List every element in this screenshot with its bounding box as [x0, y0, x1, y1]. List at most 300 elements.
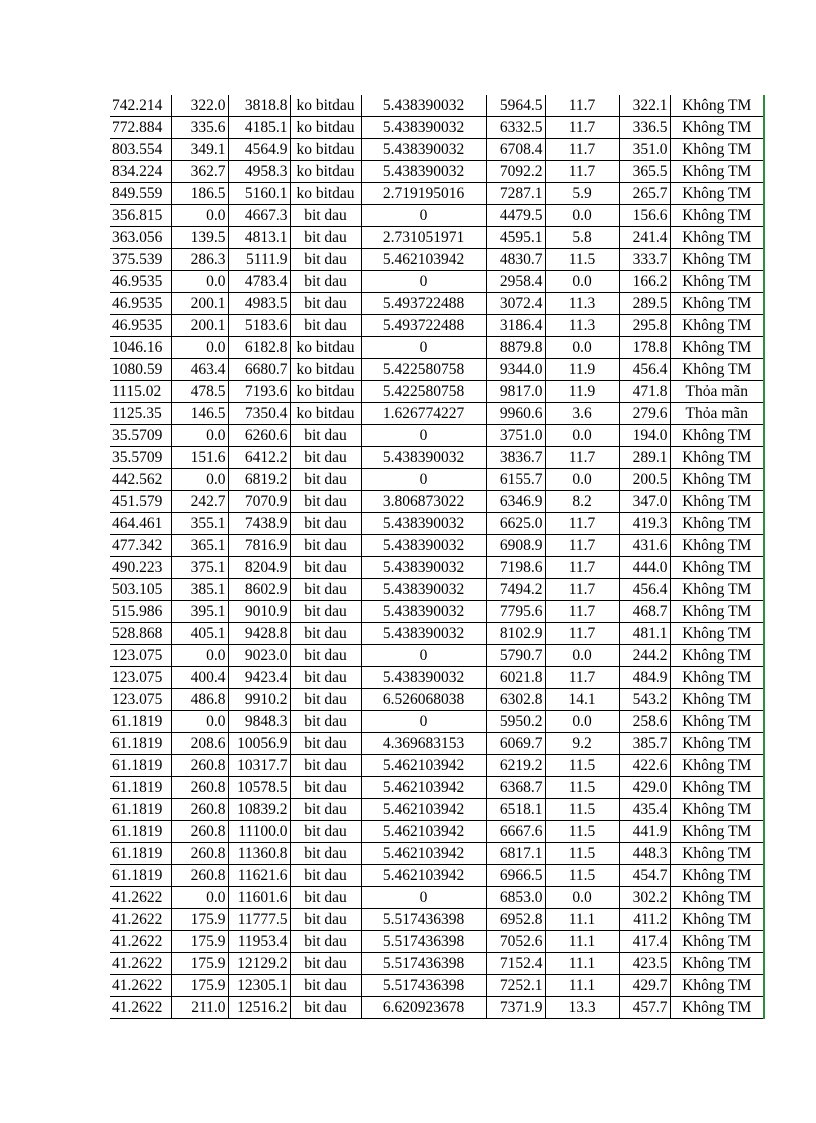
cell-result: 241.4	[619, 227, 670, 249]
cell-cumulative: 9848.3	[228, 711, 290, 733]
cell-load: 0.0	[171, 205, 228, 227]
cell-percent: 9.2	[545, 733, 619, 755]
cell-load: 186.5	[171, 183, 228, 205]
cell-percent: 8.2	[545, 491, 619, 513]
cell-cumulative: 12305.1	[228, 975, 290, 997]
cell-percent: 11.7	[545, 535, 619, 557]
cell-load: 486.8	[171, 689, 228, 711]
cell-result: 419.3	[619, 513, 670, 535]
cell-state: bit dau	[290, 909, 361, 931]
cell-status: Không TM	[670, 535, 764, 557]
cell-total: 5950.2	[486, 711, 545, 733]
cell-result: 200.5	[619, 469, 670, 491]
cell-result: 244.2	[619, 645, 670, 667]
cell-load: 385.1	[171, 579, 228, 601]
cell-load: 260.8	[171, 755, 228, 777]
cell-load: 322.0	[171, 95, 228, 117]
cell-state: bit dau	[290, 689, 361, 711]
cell-load: 349.1	[171, 139, 228, 161]
cell-status: Không TM	[670, 469, 764, 491]
cell-total: 7092.2	[486, 161, 545, 183]
cell-percent: 11.5	[545, 755, 619, 777]
cell-cumulative: 4564.9	[228, 139, 290, 161]
cell-dist: 442.562	[110, 469, 171, 491]
cell-state: bit dau	[290, 315, 361, 337]
cell-percent: 11.7	[545, 623, 619, 645]
cell-load: 200.1	[171, 293, 228, 315]
cell-ratio: 5.462103942	[361, 843, 486, 865]
cell-total: 2958.4	[486, 271, 545, 293]
cell-cumulative: 5160.1	[228, 183, 290, 205]
table-row	[110, 161, 764, 183]
cell-load: 151.6	[171, 447, 228, 469]
cell-ratio: 5.422580758	[361, 381, 486, 403]
cell-status: Không TM	[670, 359, 764, 381]
cell-total: 9960.6	[486, 403, 545, 425]
cell-dist: 375.539	[110, 249, 171, 271]
cell-state: bit dau	[290, 579, 361, 601]
cell-dist: 46.9535	[110, 271, 171, 293]
cell-result: 365.5	[619, 161, 670, 183]
cell-dist: 123.075	[110, 667, 171, 689]
cell-dist: 528.868	[110, 623, 171, 645]
cell-load: 0.0	[171, 711, 228, 733]
cell-load: 175.9	[171, 909, 228, 931]
cell-result: 289.5	[619, 293, 670, 315]
cell-cumulative: 8204.9	[228, 557, 290, 579]
cell-percent: 11.1	[545, 953, 619, 975]
cell-dist: 451.579	[110, 491, 171, 513]
table-row	[110, 865, 764, 887]
cell-state: bit dau	[290, 293, 361, 315]
cell-ratio: 5.438390032	[361, 117, 486, 139]
cell-state: bit dau	[290, 645, 361, 667]
cell-state: ko bitdau	[290, 183, 361, 205]
cell-status: Không TM	[670, 249, 764, 271]
cell-load: 0.0	[171, 645, 228, 667]
cell-cumulative: 11100.0	[228, 821, 290, 843]
cell-total: 7795.6	[486, 601, 545, 623]
cell-ratio: 0	[361, 271, 486, 293]
cell-cumulative: 7350.4	[228, 403, 290, 425]
cell-percent: 5.9	[545, 183, 619, 205]
cell-cumulative: 9023.0	[228, 645, 290, 667]
cell-cumulative: 6680.7	[228, 359, 290, 381]
cell-ratio: 5.438390032	[361, 623, 486, 645]
cell-cumulative: 10317.7	[228, 755, 290, 777]
cell-total: 6219.2	[486, 755, 545, 777]
cell-status: Không TM	[670, 315, 764, 337]
cell-cumulative: 4958.3	[228, 161, 290, 183]
table-row	[110, 117, 764, 139]
cell-state: bit dau	[290, 535, 361, 557]
cell-status: Không TM	[670, 161, 764, 183]
cell-ratio: 5.462103942	[361, 865, 486, 887]
cell-status: Không TM	[670, 293, 764, 315]
cell-dist: 35.5709	[110, 425, 171, 447]
cell-ratio: 5.517436398	[361, 953, 486, 975]
cell-cumulative: 5111.9	[228, 249, 290, 271]
cell-state: bit dau	[290, 513, 361, 535]
cell-cumulative: 10578.5	[228, 777, 290, 799]
cell-state: bit dau	[290, 469, 361, 491]
cell-cumulative: 7816.9	[228, 535, 290, 557]
cell-cumulative: 10839.2	[228, 799, 290, 821]
table-row	[110, 535, 764, 557]
cell-ratio: 5.493722488	[361, 315, 486, 337]
table-row	[110, 227, 764, 249]
cell-status: Không TM	[670, 711, 764, 733]
cell-result: 471.8	[619, 381, 670, 403]
table-row	[110, 403, 764, 425]
cell-ratio: 5.438390032	[361, 667, 486, 689]
cell-result: 258.6	[619, 711, 670, 733]
cell-percent: 11.5	[545, 799, 619, 821]
cell-state: ko bitdau	[290, 117, 361, 139]
cell-result: 156.6	[619, 205, 670, 227]
cell-dist: 1125.35	[110, 403, 171, 425]
cell-percent: 11.7	[545, 95, 619, 117]
cell-dist: 61.1819	[110, 821, 171, 843]
cell-percent: 13.3	[545, 997, 619, 1019]
cell-percent: 3.6	[545, 403, 619, 425]
cell-dist: 772.884	[110, 117, 171, 139]
cell-state: bit dau	[290, 623, 361, 645]
cell-total: 3836.7	[486, 447, 545, 469]
table-row	[110, 359, 764, 381]
cell-total: 6708.4	[486, 139, 545, 161]
cell-dist: 41.2622	[110, 931, 171, 953]
cell-percent: 11.5	[545, 249, 619, 271]
cell-cumulative: 9910.2	[228, 689, 290, 711]
cell-state: bit dau	[290, 843, 361, 865]
cell-load: 175.9	[171, 931, 228, 953]
table-row	[110, 733, 764, 755]
cell-total: 6908.9	[486, 535, 545, 557]
cell-ratio: 5.462103942	[361, 821, 486, 843]
cell-load: 286.3	[171, 249, 228, 271]
cell-load: 208.6	[171, 733, 228, 755]
cell-status: Không TM	[670, 975, 764, 997]
cell-state: bit dau	[290, 447, 361, 469]
cell-ratio: 0	[361, 425, 486, 447]
cell-percent: 11.7	[545, 447, 619, 469]
cell-dist: 46.9535	[110, 293, 171, 315]
cell-load: 260.8	[171, 799, 228, 821]
table-row	[110, 755, 764, 777]
cell-dist: 41.2622	[110, 997, 171, 1019]
table-row	[110, 513, 764, 535]
table-row	[110, 623, 764, 645]
cell-state: bit dau	[290, 249, 361, 271]
table-row	[110, 425, 764, 447]
cell-dist: 503.105	[110, 579, 171, 601]
cell-ratio: 4.369683153	[361, 733, 486, 755]
cell-cumulative: 12129.2	[228, 953, 290, 975]
table-body	[110, 95, 764, 1019]
cell-ratio: 5.517436398	[361, 975, 486, 997]
cell-load: 175.9	[171, 953, 228, 975]
cell-status: Không TM	[670, 931, 764, 953]
cell-state: bit dau	[290, 227, 361, 249]
cell-status: Không TM	[670, 777, 764, 799]
cell-ratio: 5.438390032	[361, 447, 486, 469]
cell-state: bit dau	[290, 491, 361, 513]
cell-status: Không TM	[670, 579, 764, 601]
cell-dist: 1115.02	[110, 381, 171, 403]
cell-state: bit dau	[290, 711, 361, 733]
cell-percent: 11.7	[545, 601, 619, 623]
cell-dist: 515.986	[110, 601, 171, 623]
cell-cumulative: 6182.8	[228, 337, 290, 359]
cell-dist: 742.214	[110, 95, 171, 117]
cell-total: 3186.4	[486, 315, 545, 337]
table-row	[110, 381, 764, 403]
cell-percent: 11.9	[545, 381, 619, 403]
cell-ratio: 5.438390032	[361, 95, 486, 117]
cell-load: 355.1	[171, 513, 228, 535]
cell-state: ko bitdau	[290, 95, 361, 117]
cell-percent: 11.7	[545, 557, 619, 579]
cell-percent: 0.0	[545, 425, 619, 447]
cell-cumulative: 12516.2	[228, 997, 290, 1019]
cell-state: bit dau	[290, 601, 361, 623]
cell-status: Không TM	[670, 205, 764, 227]
cell-dist: 61.1819	[110, 799, 171, 821]
cell-cumulative: 3818.8	[228, 95, 290, 117]
table-row	[110, 447, 764, 469]
cell-percent: 11.5	[545, 865, 619, 887]
cell-state: ko bitdau	[290, 161, 361, 183]
table-row	[110, 315, 764, 337]
table-row	[110, 821, 764, 843]
cell-percent: 11.5	[545, 821, 619, 843]
cell-total: 8102.9	[486, 623, 545, 645]
cell-state: bit dau	[290, 953, 361, 975]
cell-result: 336.5	[619, 117, 670, 139]
cell-cumulative: 9428.8	[228, 623, 290, 645]
cell-ratio: 6.620923678	[361, 997, 486, 1019]
cell-ratio: 5.462103942	[361, 799, 486, 821]
cell-dist: 61.1819	[110, 711, 171, 733]
cell-result: 279.6	[619, 403, 670, 425]
cell-cumulative: 10056.9	[228, 733, 290, 755]
cell-percent: 11.7	[545, 139, 619, 161]
cell-result: 429.7	[619, 975, 670, 997]
cell-ratio: 5.438390032	[361, 557, 486, 579]
cell-status: Không TM	[670, 909, 764, 931]
table-row	[110, 271, 764, 293]
cell-status: Không TM	[670, 271, 764, 293]
cell-dist: 46.9535	[110, 315, 171, 337]
cell-total: 6346.9	[486, 491, 545, 513]
cell-status: Không TM	[670, 755, 764, 777]
cell-dist: 1046.16	[110, 337, 171, 359]
cell-load: 478.5	[171, 381, 228, 403]
table-row	[110, 249, 764, 271]
cell-percent: 11.9	[545, 359, 619, 381]
table-row	[110, 909, 764, 931]
cell-ratio: 0	[361, 887, 486, 909]
cell-dist: 61.1819	[110, 755, 171, 777]
table-row	[110, 139, 764, 161]
cell-result: 289.1	[619, 447, 670, 469]
cell-total: 6332.5	[486, 117, 545, 139]
cell-status: Không TM	[670, 623, 764, 645]
cell-percent: 11.7	[545, 579, 619, 601]
cell-status: Không TM	[670, 95, 764, 117]
cell-ratio: 5.462103942	[361, 755, 486, 777]
cell-total: 6853.0	[486, 887, 545, 909]
cell-status: Thỏa mãn	[670, 381, 764, 403]
cell-dist: 41.2622	[110, 975, 171, 997]
cell-total: 6069.7	[486, 733, 545, 755]
cell-result: 178.8	[619, 337, 670, 359]
cell-cumulative: 9423.4	[228, 667, 290, 689]
cell-result: 411.2	[619, 909, 670, 931]
cell-ratio: 0	[361, 205, 486, 227]
cell-total: 6966.5	[486, 865, 545, 887]
cell-status: Không TM	[670, 689, 764, 711]
cell-result: 333.7	[619, 249, 670, 271]
table-row	[110, 95, 764, 117]
cell-cumulative: 11601.6	[228, 887, 290, 909]
cell-state: bit dau	[290, 887, 361, 909]
cell-status: Không TM	[670, 425, 764, 447]
cell-dist: 41.2622	[110, 909, 171, 931]
cell-state: bit dau	[290, 205, 361, 227]
cell-state: bit dau	[290, 777, 361, 799]
cell-load: 0.0	[171, 337, 228, 359]
cell-percent: 11.1	[545, 909, 619, 931]
cell-load: 260.8	[171, 821, 228, 843]
cell-cumulative: 11621.6	[228, 865, 290, 887]
table-row	[110, 975, 764, 997]
cell-result: 166.2	[619, 271, 670, 293]
cell-total: 6302.8	[486, 689, 545, 711]
cell-load: 260.8	[171, 777, 228, 799]
table-row	[110, 799, 764, 821]
cell-ratio: 5.517436398	[361, 909, 486, 931]
cell-cumulative: 7193.6	[228, 381, 290, 403]
cell-result: 295.8	[619, 315, 670, 337]
cell-result: 423.5	[619, 953, 670, 975]
cell-percent: 11.1	[545, 931, 619, 953]
cell-status: Không TM	[670, 843, 764, 865]
cell-dist: 803.554	[110, 139, 171, 161]
cell-cumulative: 6260.6	[228, 425, 290, 447]
cell-dist: 35.5709	[110, 447, 171, 469]
cell-status: Không TM	[670, 799, 764, 821]
cell-status: Không TM	[670, 447, 764, 469]
cell-ratio: 5.438390032	[361, 535, 486, 557]
cell-load: 211.0	[171, 997, 228, 1019]
table-row	[110, 953, 764, 975]
cell-total: 5964.5	[486, 95, 545, 117]
table-row	[110, 711, 764, 733]
table-row	[110, 887, 764, 909]
cell-load: 375.1	[171, 557, 228, 579]
cell-ratio: 0	[361, 337, 486, 359]
cell-dist: 464.461	[110, 513, 171, 535]
cell-dist: 849.559	[110, 183, 171, 205]
cell-state: bit dau	[290, 667, 361, 689]
cell-result: 444.0	[619, 557, 670, 579]
cell-total: 6155.7	[486, 469, 545, 491]
cell-load: 260.8	[171, 843, 228, 865]
cell-total: 6021.8	[486, 667, 545, 689]
cell-ratio: 2.719195016	[361, 183, 486, 205]
cell-result: 481.1	[619, 623, 670, 645]
table-row	[110, 469, 764, 491]
cell-load: 395.1	[171, 601, 228, 623]
cell-ratio: 5.438390032	[361, 161, 486, 183]
table-row	[110, 293, 764, 315]
cell-ratio: 6.526068038	[361, 689, 486, 711]
cell-state: ko bitdau	[290, 403, 361, 425]
cell-percent: 11.7	[545, 117, 619, 139]
cell-ratio: 5.438390032	[361, 601, 486, 623]
cell-state: bit dau	[290, 865, 361, 887]
table-row	[110, 997, 764, 1019]
cell-result: 454.7	[619, 865, 670, 887]
table-row	[110, 337, 764, 359]
cell-percent: 5.8	[545, 227, 619, 249]
cell-total: 6625.0	[486, 513, 545, 535]
cell-percent: 0.0	[545, 711, 619, 733]
cell-percent: 0.0	[545, 887, 619, 909]
cell-status: Không TM	[670, 667, 764, 689]
cell-load: 139.5	[171, 227, 228, 249]
cell-dist: 477.342	[110, 535, 171, 557]
cell-ratio: 5.493722488	[361, 293, 486, 315]
cell-status: Thỏa mãn	[670, 403, 764, 425]
cell-total: 7371.9	[486, 997, 545, 1019]
cell-ratio: 0	[361, 711, 486, 733]
table-row	[110, 183, 764, 205]
cell-dist: 61.1819	[110, 865, 171, 887]
cell-ratio: 5.438390032	[361, 513, 486, 535]
cell-load: 242.7	[171, 491, 228, 513]
cell-load: 400.4	[171, 667, 228, 689]
cell-dist: 123.075	[110, 689, 171, 711]
cell-ratio: 5.438390032	[361, 579, 486, 601]
cell-load: 0.0	[171, 887, 228, 909]
cell-status: Không TM	[670, 601, 764, 623]
cell-cumulative: 6819.2	[228, 469, 290, 491]
cell-load: 335.6	[171, 117, 228, 139]
cell-result: 265.7	[619, 183, 670, 205]
cell-status: Không TM	[670, 557, 764, 579]
cell-result: 543.2	[619, 689, 670, 711]
cell-state: bit dau	[290, 975, 361, 997]
cell-result: 435.4	[619, 799, 670, 821]
cell-total: 7152.4	[486, 953, 545, 975]
cell-dist: 61.1819	[110, 777, 171, 799]
table-row	[110, 205, 764, 227]
cell-dist: 490.223	[110, 557, 171, 579]
cell-ratio: 5.517436398	[361, 931, 486, 953]
cell-dist: 834.224	[110, 161, 171, 183]
cell-cumulative: 4983.5	[228, 293, 290, 315]
cell-load: 362.7	[171, 161, 228, 183]
cell-ratio: 1.626774227	[361, 403, 486, 425]
table-row	[110, 667, 764, 689]
cell-ratio: 5.462103942	[361, 777, 486, 799]
cell-total: 6518.1	[486, 799, 545, 821]
cell-total: 7052.6	[486, 931, 545, 953]
cell-total: 9344.0	[486, 359, 545, 381]
